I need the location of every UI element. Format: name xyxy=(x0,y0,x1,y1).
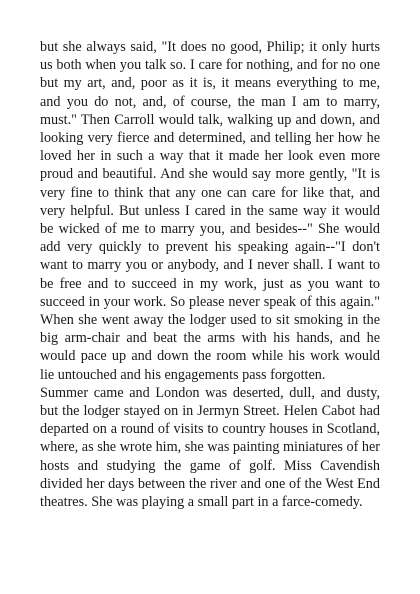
page-body xyxy=(40,38,380,511)
paragraph: Summer came and London was deserted, dull, and dusty, but the lodger stayed on in Jermyn Street. Helen Cabot had departed on a round of visits to country houses in Scotland, where, as she wrote him, she was painting miniatures of her hosts and studying the game of golf. Miss Cavendish divided her days between the river and one of the West End theatres. She was playing a small part in a farce-comedy. xyxy=(40,384,380,511)
paragraph: but she always said, "It does no good, Philip; it only hurts us both when you talk so. I care for nothing, and for no one but my art, and, poor as it is, it means everything to me, and you do not, and, of course, the man I am to marry, must." Then Carroll would talk, walking up and down, and looking very fierce and determined, and telling her how he loved her in such a way that it made her look even more proud and beautiful. And she would say more gently, "It is very fine to think that any one can care for like that, and very helpful. But unless I cared in the same way it would be wicked of me to marry you, and besides--" She would add very quickly to prevent his speaking again--"I don't want to marry you or anybody, and I never shall. I want to be free and to succeed in my work, just as you want to succeed in your work. So please never speak of this again." When she went away the lodger used to sit smoking in the big arm-chair and beat the arms with his hands, and he would pace up and down the room while his work would lie untouched and his engagements pass forgotten. xyxy=(40,39,380,383)
